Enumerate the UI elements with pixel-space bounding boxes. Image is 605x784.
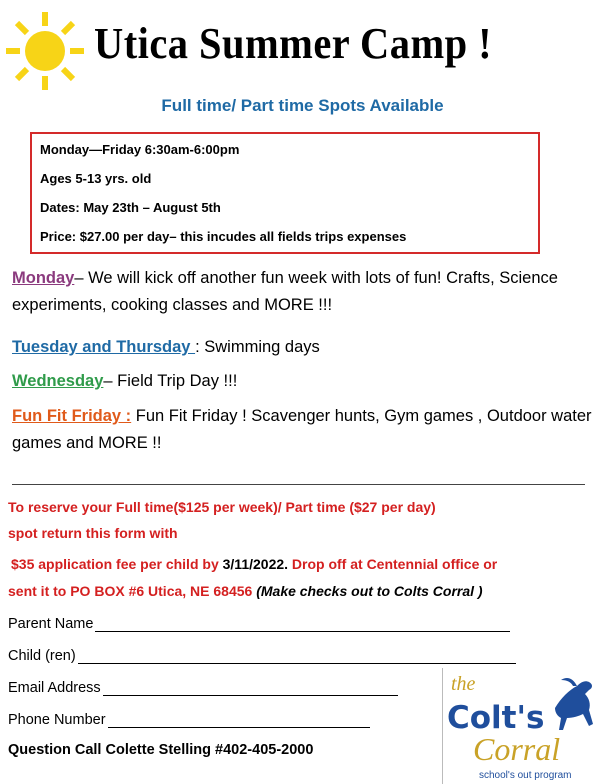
schedule-friday <box>12 403 597 457</box>
email-field[interactable] <box>8 680 398 696</box>
info-price: Price: $27.00 per day– this incudes all fields trips expenses <box>40 229 407 244</box>
logo-the: the <box>451 673 476 695</box>
schedule-tuethu <box>12 334 597 361</box>
phone-line[interactable] <box>108 713 370 728</box>
tuethu-label: Tuesday and Thursday <box>12 338 196 356</box>
reserve-fee-text: $35 application fee per child by <box>11 556 223 572</box>
child-name-label: Child (ren) <box>8 648 76 664</box>
schedule-wednesday <box>12 368 597 395</box>
reserve-address: sent it to PO BOX #6 Utica, NE 68456 <box>8 583 257 599</box>
info-hours: Monday—Friday 6:30am-6:00pm <box>40 142 240 157</box>
contact-line: Question Call Colette Stelling #402-405-2000 <box>8 742 314 758</box>
email-line[interactable] <box>103 681 398 696</box>
info-dates: Dates: May 23th – August 5th <box>40 200 221 215</box>
sun-icon <box>4 10 86 92</box>
child-name-field[interactable] <box>8 648 516 664</box>
page-title: Utica Summer Camp ! <box>94 19 493 68</box>
reserve-line-2: spot return this form with <box>8 525 178 541</box>
divider <box>12 484 585 485</box>
horse-icon <box>555 678 593 730</box>
wednesday-label: Wednesday <box>12 372 104 390</box>
page-subtitle: Full time/ Part time Spots Available <box>161 96 444 115</box>
email-label: Email Address <box>8 680 101 696</box>
friday-label: Fun Fit Friday : <box>12 407 132 425</box>
schedule-monday <box>12 265 597 319</box>
monday-text: – We will kick off another fun week with lots of fun! Crafts, Science experiments, cooking classes and MORE !!! <box>12 269 558 314</box>
parent-name-field[interactable] <box>8 616 510 632</box>
monday-label: Monday <box>12 269 75 287</box>
logo-tagline: school's out program <box>479 770 572 781</box>
colts-corral-logo <box>442 668 605 784</box>
info-box <box>30 132 540 254</box>
phone-label: Phone Number <box>8 712 106 728</box>
parent-name-line[interactable] <box>95 617 510 632</box>
reserve-checks-note: (Make checks out to Colts Corral ) <box>256 583 483 599</box>
reserve-line-3 <box>11 556 497 572</box>
friday-text: Fun Fit Friday ! Scavenger hunts, Gym games , Outdoor water games and MORE !! <box>12 407 592 452</box>
reserve-deadline: 3/11/2022. <box>222 556 289 572</box>
logo-colts: Colt's <box>447 700 545 736</box>
tuethu-text: : Swimming days <box>195 338 320 356</box>
info-ages: Ages 5-13 yrs. old <box>40 171 152 186</box>
child-name-line[interactable] <box>78 649 516 664</box>
reserve-line-4 <box>8 583 483 599</box>
wednesday-text: – Field Trip Day !!! <box>103 372 238 390</box>
reserve-dropoff-text: Drop off at Centennial office or <box>288 556 498 572</box>
reserve-line-1: To reserve your Full time($125 per week)/ Part time ($27 per day) <box>8 499 436 515</box>
logo-corral: Corral <box>473 731 561 767</box>
parent-name-label: Parent Name <box>8 616 94 632</box>
phone-field[interactable] <box>8 712 370 728</box>
